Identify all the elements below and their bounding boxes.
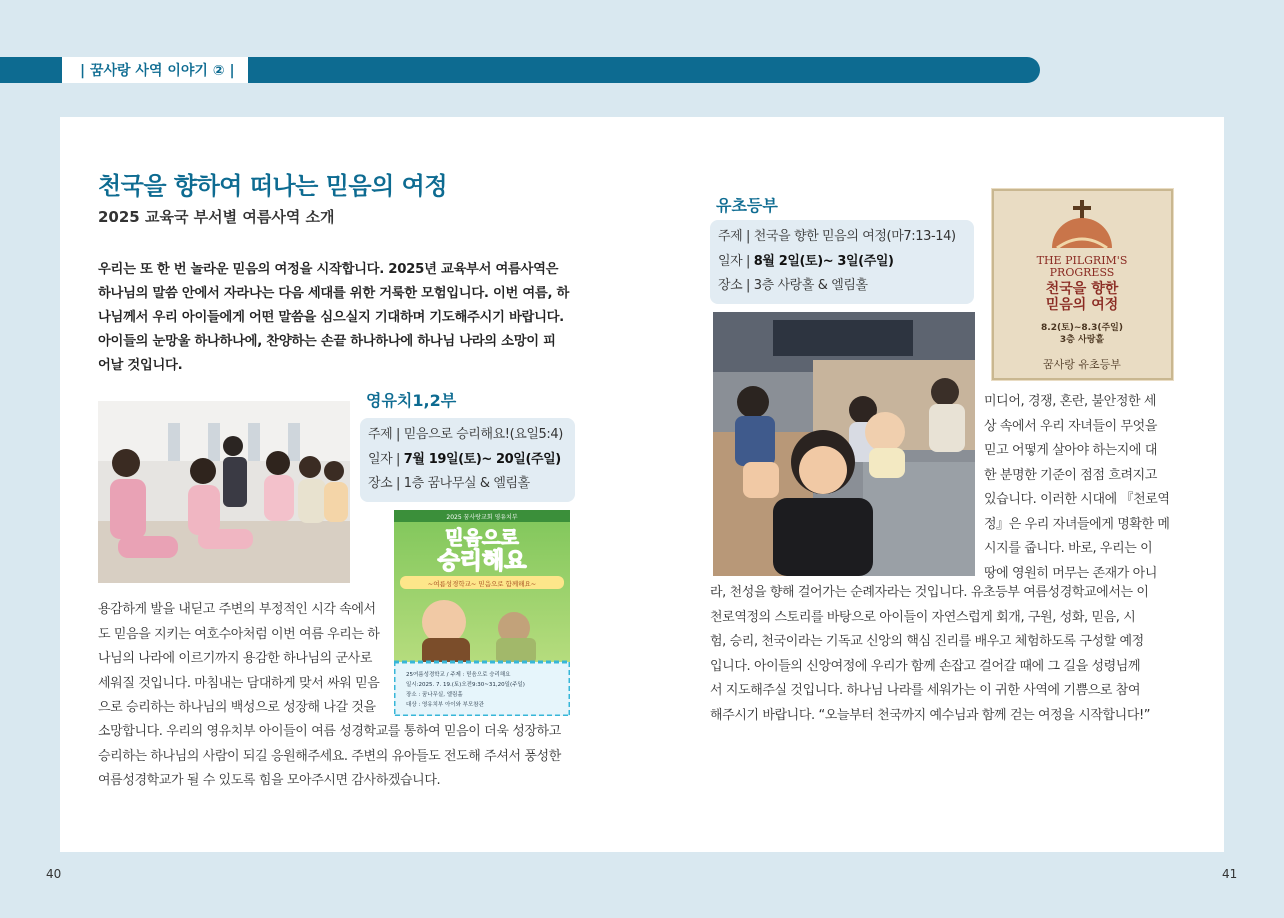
kg-body-line: 승리하는 하나님의 사람이 되길 응원해주세요. 주변의 유아들도 전도해 주셔서 풍성한	[98, 748, 561, 764]
kg-body-line: 으로 승리하는 하나님의 백성으로 성장해 나갈 것을	[98, 700, 376, 715]
pilgrim-date: 8.2(토)~8.3(주일)	[1041, 323, 1123, 333]
elementary-heading: 유초등부	[716, 196, 778, 215]
date-label: 일자 |	[718, 253, 754, 269]
pilgrim-en-1: THE PILGRIM'S	[1036, 254, 1128, 267]
el-body-line: 한 분명한 기준이 점점 흐려지고	[984, 467, 1157, 483]
place-label: 장소 |	[718, 278, 754, 293]
kg-poster-info: 장소 : 꿈나무실, 엘림홀	[406, 692, 463, 698]
kg-body-line: 용감하게 발을 내딛고 주변의 부정적인 시각 속에서	[98, 602, 376, 617]
elementary-body-wide	[710, 581, 1178, 728]
kg-poster-info: 일시:2025. 7. 19.(토)오전9:30~31,20일(주일)	[406, 682, 525, 688]
el-body-line: 시지를 줍니다. 바로, 우리는 이	[984, 541, 1153, 556]
intro-line: 하나님의 말씀 안에서 자라나는 다음 세대를 위한 거룩한 모험입니다. 이번 여름, 하	[98, 286, 570, 301]
kg-poster-title-1: 믿음으로	[445, 527, 519, 549]
elementary-body-narrow	[984, 390, 1176, 586]
elementary-place: 3층 사랑홀 & 엘림홀	[753, 278, 868, 293]
page-number-right: 41	[1222, 867, 1238, 881]
kindergarten-photo	[98, 401, 350, 583]
kindergarten-theme-row	[368, 423, 567, 448]
el-body-line: 서 지도해주실 것입니다. 하나님 나라를 세워가는 이 귀한 사역에 기쁨으로 참여	[710, 683, 1141, 698]
elementary-theme-row	[718, 225, 966, 250]
el-body-line: 정』은 우리 자녀들에게 명확한 메	[984, 516, 1170, 532]
elementary-date: 8월 2일(토)~ 3일(주일)	[753, 253, 894, 269]
kg-body-line: 도 믿음을 지키는 여호수아처럼 이번 여름 우리는 하	[98, 626, 380, 642]
place-label: 장소 |	[368, 476, 404, 491]
kg-body-line: 세워질 것입니다. 마침내는 담대하게 맞서 싸워 믿음	[98, 675, 380, 691]
kindergarten-heading: 영유치1,2부	[366, 391, 457, 410]
kindergarten-date: 7월 19일(토)~ 20일(주일)	[403, 451, 561, 467]
el-body-line: 라, 천성을 향해 걸어가는 순례자라는 것입니다. 유초등부 여름성경학교에서는 이	[710, 585, 1149, 600]
elementary-poster	[991, 188, 1174, 381]
intro-line: 어날 것입니다.	[98, 358, 183, 373]
kg-poster-banner: ~여름성경학교~ 믿음으로 함께해요~	[427, 580, 537, 588]
section-label: | 꿈사랑 사역 이야기 ② |	[62, 57, 248, 83]
el-body-line: 험, 승리, 천국이라는 기독교 신앙의 핵심 진리를 배우고 체험하도록 구성할 예정	[710, 634, 1144, 649]
el-body-line: 해주시기 바랍니다. “오늘부터 천국까지 예수님과 함께 걷는 여정을 시작합니다!”	[710, 707, 1151, 723]
date-label: 일자 |	[368, 451, 404, 467]
intro-line: 아이들의 눈망울 하나하나에, 찬양하는 손끝 하나하나에 하나님 나라의 소망이 피	[98, 334, 556, 349]
intro-line: 우리는 또 한 번 놀라운 믿음의 여정을 시작합니다. 2025년 교육부서 여름사역은	[98, 262, 559, 277]
kindergarten-date-row	[368, 448, 567, 473]
elementary-info-box	[710, 220, 974, 304]
page-number-left: 40	[46, 867, 62, 881]
kg-poster-info: 대상 : 영유치부 아이와 부모참관	[406, 702, 484, 708]
pilgrim-place: 3층 사랑홀	[1059, 335, 1105, 345]
article-subtitle: 2025 교육국 부서별 여름사역 소개	[98, 208, 335, 226]
article-title: 천국을 향하여 떠나는 믿음의 여정	[98, 172, 447, 200]
kindergarten-poster	[394, 510, 570, 716]
pilgrim-kr-2: 믿음의 여정	[1045, 297, 1119, 313]
pilgrim-dept: 꿈사랑 유초등부	[1043, 358, 1121, 371]
elementary-date-row	[718, 250, 966, 275]
kindergarten-body-narrow	[98, 598, 390, 721]
el-body-line: 천로역정의 스토리를 바탕으로 아이들이 자연스럽게 회개, 구원, 성화, 믿음, 시	[710, 609, 1136, 625]
el-body-line: 미디어, 경쟁, 혼란, 불안정한 세	[984, 394, 1157, 409]
intro-paragraph	[98, 258, 578, 378]
el-body-line: 입니다. 아이들의 신앙여정에 우리가 함께 손잡고 걸어갈 때에 그 길을 성령님께	[710, 658, 1141, 674]
elementary-place-row	[718, 274, 966, 299]
el-body-line: 믿고 어떻게 살아야 하는지에 대	[984, 443, 1157, 458]
el-body-line: 상 속에서 우리 자녀들이 무엇을	[984, 418, 1157, 434]
kindergarten-info-box	[360, 418, 575, 502]
elementary-photo	[713, 312, 975, 576]
kg-body-line: 나님의 나라에 이르기까지 용감한 하나님의 군사로	[98, 651, 372, 666]
theme-label: 주제 |	[368, 427, 404, 442]
kg-body-line: 여름성경학교가 될 수 있도록 힘을 모아주시면 감사하겠습니다.	[98, 773, 441, 788]
kg-poster-title-2: 승리해요	[437, 548, 527, 574]
el-body-line: 있습니다. 이러한 시대에 『천로역	[984, 492, 1170, 507]
el-body-line: 땅에 영원히 머무는 존재가 아니	[984, 565, 1157, 581]
intro-line: 나님께서 우리 아이들에게 어떤 말씀을 심으실지 기대하며 기도해주시기 바랍니다.	[98, 310, 564, 325]
theme-label: 주제 |	[718, 229, 754, 244]
pilgrim-kr-1: 천국을 향한	[1045, 281, 1119, 297]
kindergarten-body-wide	[98, 720, 578, 794]
elementary-theme: 천국을 향한 믿음의 여정(마7:13-14)	[753, 229, 956, 244]
kg-body-line: 소망합니다. 우리의 영유치부 아이들이 여름 성경학교를 통하여 믿음이 더욱 성장하고	[98, 724, 561, 739]
kg-poster-top: 2025 꿈사랑교회 영유치부	[446, 514, 518, 521]
kg-poster-info: 25여름성경학교 / 주제 : 믿음으로 승리해요	[406, 672, 511, 678]
kindergarten-theme: 믿음으로 승리해요!(요일5:4)	[403, 427, 563, 442]
kindergarten-place: 1층 꿈나무실 & 엘림홀	[403, 476, 530, 491]
pilgrim-en-2: PROGRESS	[1049, 266, 1115, 279]
kindergarten-place-row	[368, 472, 567, 497]
